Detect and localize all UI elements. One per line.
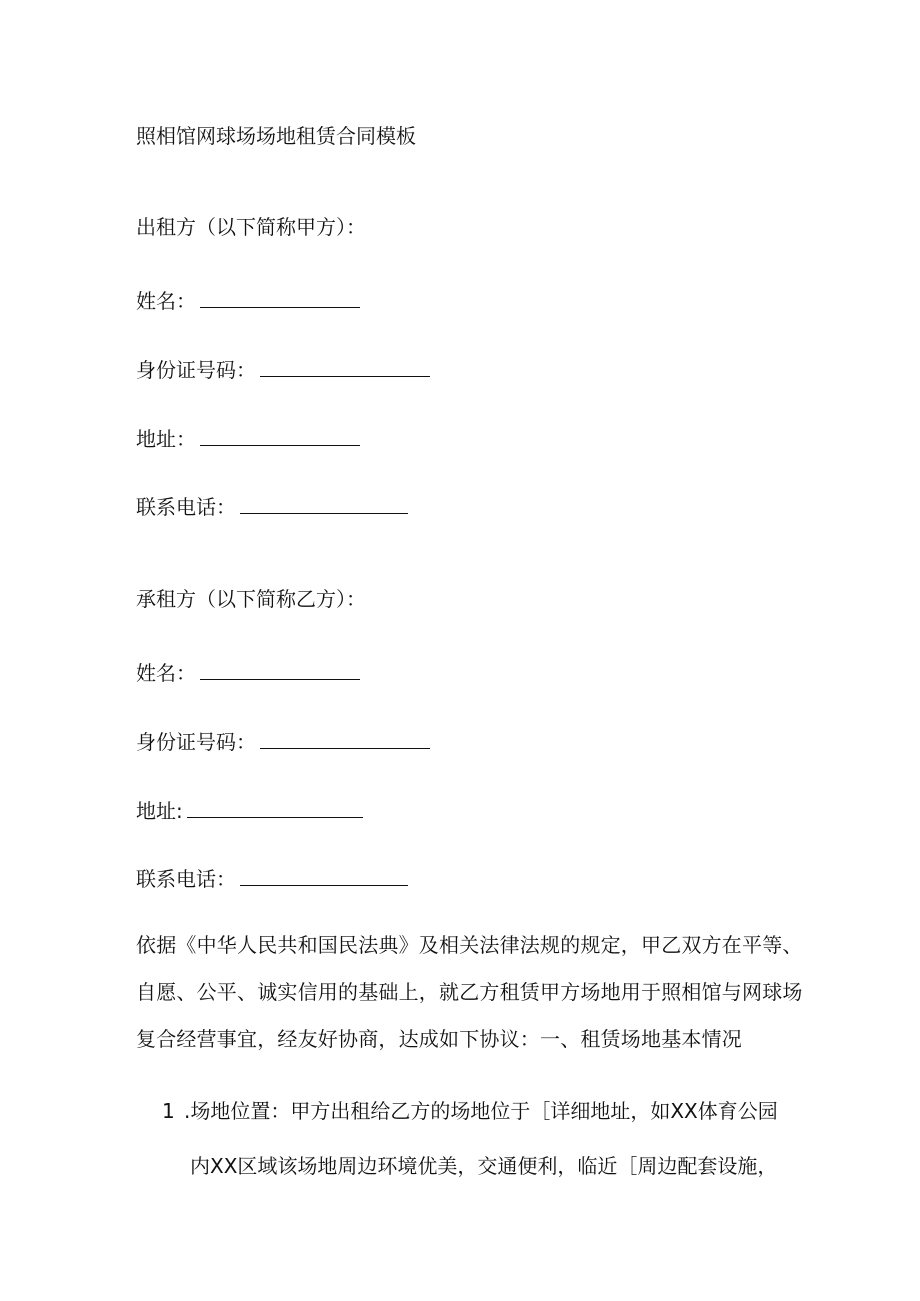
clause-1-line2: 内XX区域该场地周边环境优美，交通便利，临近［周边配套设施， bbox=[190, 1154, 778, 1178]
page-title: 照相馆网球场场地租赁合同模板 bbox=[136, 124, 416, 148]
clause-1 bbox=[162, 1084, 812, 1194]
clause-1-line1: .场地位置：甲方出租给乙方的场地位于［详细地址，如XX体育公园 bbox=[184, 1099, 778, 1123]
party-b-address-blank[interactable] bbox=[187, 797, 363, 818]
party-a-id-label: 身份证号码： bbox=[136, 358, 256, 382]
party-b-name-label: 姓名： bbox=[136, 661, 196, 685]
party-b-name-row bbox=[136, 659, 360, 687]
party-a-name-blank[interactable] bbox=[200, 287, 360, 308]
clause-1-number: 1 bbox=[162, 1099, 175, 1123]
party-b-name-blank[interactable] bbox=[200, 659, 360, 680]
party-a-id-blank[interactable] bbox=[260, 356, 430, 377]
party-b-phone-label: 联系电话： bbox=[136, 867, 236, 891]
party-b-phone-blank[interactable] bbox=[240, 865, 408, 886]
party-b-id-label: 身份证号码： bbox=[136, 730, 256, 754]
party-b-phone-row bbox=[136, 865, 408, 893]
party-a-name-label: 姓名： bbox=[136, 289, 196, 313]
party-a-id-row bbox=[136, 356, 430, 384]
party-a-phone-label: 联系电话： bbox=[136, 495, 236, 519]
party-a-address-row bbox=[136, 425, 360, 453]
party-a-address-label: 地址： bbox=[136, 427, 196, 451]
party-a-heading: 出租方（以下简称甲方）： bbox=[136, 215, 366, 239]
party-b-address-row bbox=[136, 797, 363, 825]
party-a-address-blank[interactable] bbox=[200, 425, 360, 446]
party-b-heading: 承租方（以下简称乙方）： bbox=[136, 587, 366, 611]
party-a-phone-row bbox=[136, 493, 408, 521]
party-b-id-blank[interactable] bbox=[260, 728, 430, 749]
party-a-phone-blank[interactable] bbox=[240, 493, 408, 514]
preamble-paragraph: 依据《中华人民共和国民法典》及相关法律法规的规定，甲乙双方在平等、自愿、公平、诚实信用的基础上，就乙方租赁甲方场地用于照相馆与网球场复合经营事宜，经友好协商，达成如下协议：一、租赁场地基本情况 bbox=[136, 933, 803, 1051]
party-b-id-row bbox=[136, 728, 430, 756]
party-a-name-row bbox=[136, 287, 360, 315]
party-b-address-label: 地址: bbox=[136, 799, 183, 823]
